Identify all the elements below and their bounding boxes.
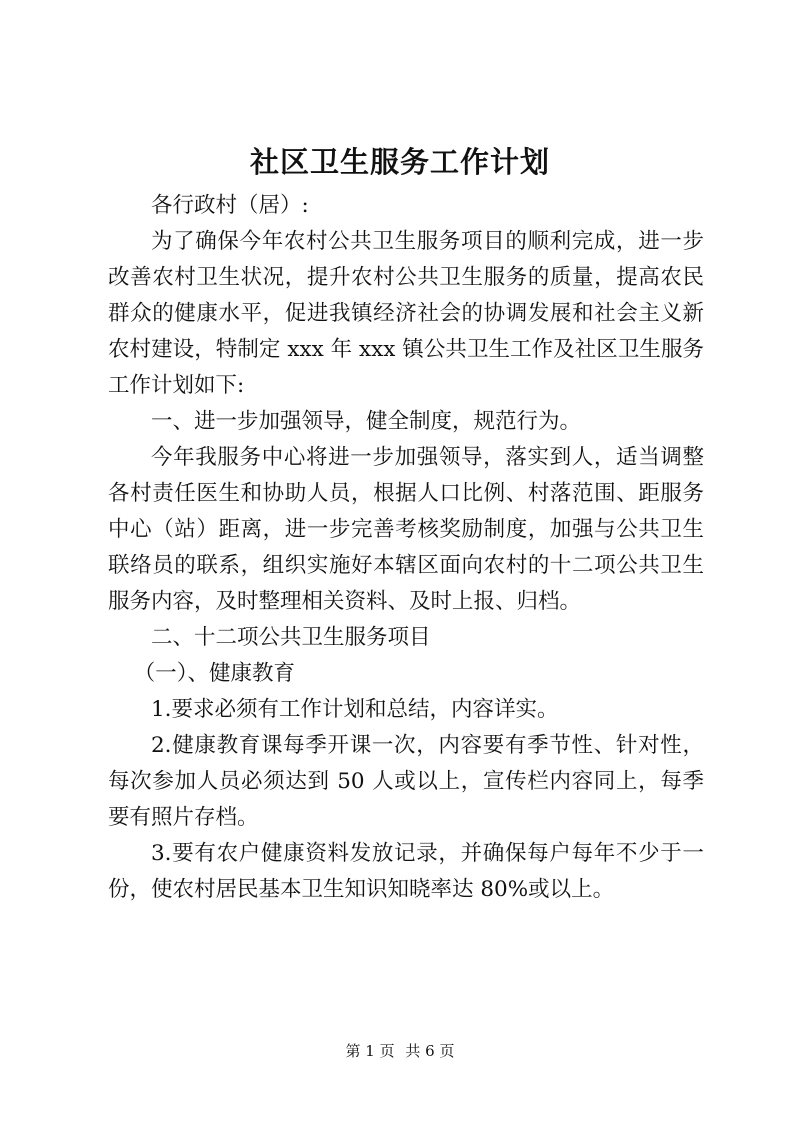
document-body [108,188,704,908]
page-number: 第 1 页 [345,1042,395,1060]
section-heading-2: 二、十二项公共卫生服务项目 [151,625,431,650]
subsection-heading-1: （一）、健康教育 [133,661,296,686]
intro-paragraph: 为了确保今年农村公共卫生服务项目的顺利完成，进一步改善农村卫生状况，提升农村公共卫生服务的质量，提高农民群众的健康水平，促进我镇经济社会的协调发展和社会主义新农村建设，特制定 xxx 年 xxx 镇公共卫生工作及社区卫生服务工作计划如下: [108,229,704,398]
list-item-2: 2.健康教育课每季开课一次，内容要有季节性、针对性，每次参加人员必须达到 50 人或以上，宣传栏内容同上，每季要有照片存档。 [108,733,704,830]
list-item-3: 3.要有农户健康资料发放记录，并确保每户每年不少于一份，使农村居民基本卫生知识知晓率达 80%或以上。 [108,841,704,902]
section-heading-1: 一、进一步加强领导，健全制度，规范行为。 [151,409,582,434]
salutation: 各行政村（居）: [151,193,309,218]
page-footer [0,1040,800,1062]
document-title: 社区卫生服务工作计划 [249,145,550,179]
section-1-paragraph: 今年我服务中心将进一步加强领导，落实到人，适当调整各村责任医生和协助人员，根据人口比例、村落范围、距服务中心（站）距离，进一步完善考核奖励制度，加强与公共卫生联络员的联系，组织实施好本辖区面向农村的十二项公共卫生服务内容，及时整理相关资料、及时上报、归档。 [108,445,704,614]
page-total: 共 6 页 [405,1042,455,1060]
list-item-1: 1.要求必须有工作计划和总结，内容详实。 [151,697,559,722]
